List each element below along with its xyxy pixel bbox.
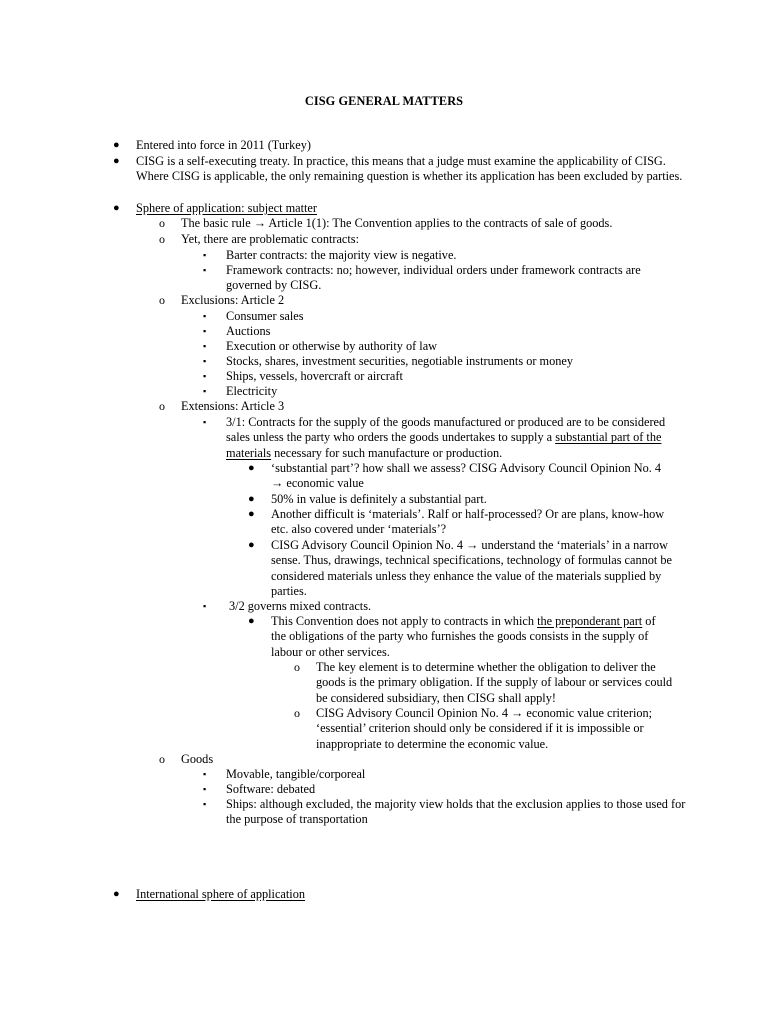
list-item: Goods [181,752,214,766]
bullet-square: ▪ [203,417,207,427]
list-item: Stocks, shares, investment securities, negotiable instruments or money [226,354,573,368]
list-item: Yet, there are problematic contracts: [181,232,360,246]
list-item: The basic rule → Article 1(1): The Convention applies to the contracts of sale of goods. [181,216,613,230]
bullet-dot: ● [248,615,255,627]
list-item: Execution or otherwise by authority of law [226,339,438,353]
list-item: Software: debated [226,782,316,796]
list-item: Another difficult is ‘materials’. Ralf or half-processed? Or are plans, know-how etc. also covered under ‘materials’? [271,507,665,537]
list-item: Exclusions: Article 2 [181,293,285,307]
list-item: 3/2 governs mixed contracts. [229,599,372,613]
bullet-dot: ● [248,539,255,551]
bullet-circle: o [159,232,165,246]
bullet-square: ▪ [203,250,207,260]
bullet-square: ▪ [203,769,207,779]
section-heading: International sphere of application [136,887,306,901]
bullet-square: ▪ [203,356,207,366]
list-item: Extensions: Article 3 [181,399,285,413]
list-item: Ships, vessels, hovercraft or aircraft [226,369,403,383]
list-item: ‘substantial part’? how shall we assess? CISG Advisory Council Opinion No. 4 → economic value [271,461,662,491]
list-item: Consumer sales [226,309,304,323]
list-item: CISG is a self-executing treaty. In practice, this means that a judge must examine the applicability of CISG. Where CISG is applicable, the only remaining question is whether its application has been excluded by parties. [136,154,683,184]
list-item: This Convention does not apply to contracts in which the preponderant part of the obligations of the party who furnishes the goods consists in the supply of labour or other services. [271,614,656,659]
bullet-circle: o [159,293,165,307]
bullet-dot: ● [113,888,120,900]
list-item: 50% in value is definitely a substantial part. [271,492,487,506]
bullet-dot: ● [248,493,255,505]
bullet-dot: ● [248,462,255,474]
list-item: Ships: although excluded, the majority view holds that the exclusion applies to those used for the purpose of transportation [226,797,686,827]
list-item: 3/1: Contracts for the supply of the goods manufactured or produced are to be considered sales unless the party who orders the goods undertakes to supply a substantial part of the materials necessary for such manufacture or production. [226,415,666,460]
document-title: CISG GENERAL MATTERS [304,94,464,108]
bullet-square: ▪ [203,311,207,321]
bullet-dot: ● [113,155,120,167]
bullet-square: ▪ [203,265,207,275]
list-item: CISG Advisory Council Opinion No. 4 → economic value criterion; ‘essential’ criterion should only be considered if it is impossible or inappropriate to determine the economic value. [316,706,653,751]
list-item: CISG Advisory Council Opinion No. 4 → understand the ‘materials’ in a narrow sense. Thus, drawings, technical specifications, technology of formulas cannot be considered materials unless they enhance the value of the materials supplied by parties. [271,538,673,599]
bullet-dot: ● [113,202,120,214]
bullet-circle: o [159,399,165,413]
list-item: Framework contracts: no; however, individual orders under framework contracts are governed by CISG. [226,263,641,293]
bullet-circle: o [294,660,300,674]
bullet-square: ▪ [203,601,207,611]
list-item: The key element is to determine whether the obligation to deliver the goods is the primary obligation. If the supply of labour or services could be considered subsidiary, then CISG shall apply! [316,660,673,705]
list-item: Electricity [226,384,278,398]
bullet-circle: o [294,706,300,720]
bullet-circle: o [159,752,165,766]
list-item: Barter contracts: the majority view is negative. [226,248,457,262]
list-item: Movable, tangible/corporeal [226,767,366,781]
list-item: Auctions [226,324,271,338]
bullet-square: ▪ [203,371,207,381]
bullet-dot: ● [113,139,120,151]
bullet-square: ▪ [203,326,207,336]
bullet-dot: ● [248,508,255,520]
list-item: Entered into force in 2011 (Turkey) [136,138,311,152]
bullet-square: ▪ [203,784,207,794]
bullet-square: ▪ [203,341,207,351]
bullet-square: ▪ [203,799,207,809]
bullet-square: ▪ [203,386,207,396]
section-heading: Sphere of application: subject matter [136,201,317,215]
bullet-circle: o [159,216,165,230]
